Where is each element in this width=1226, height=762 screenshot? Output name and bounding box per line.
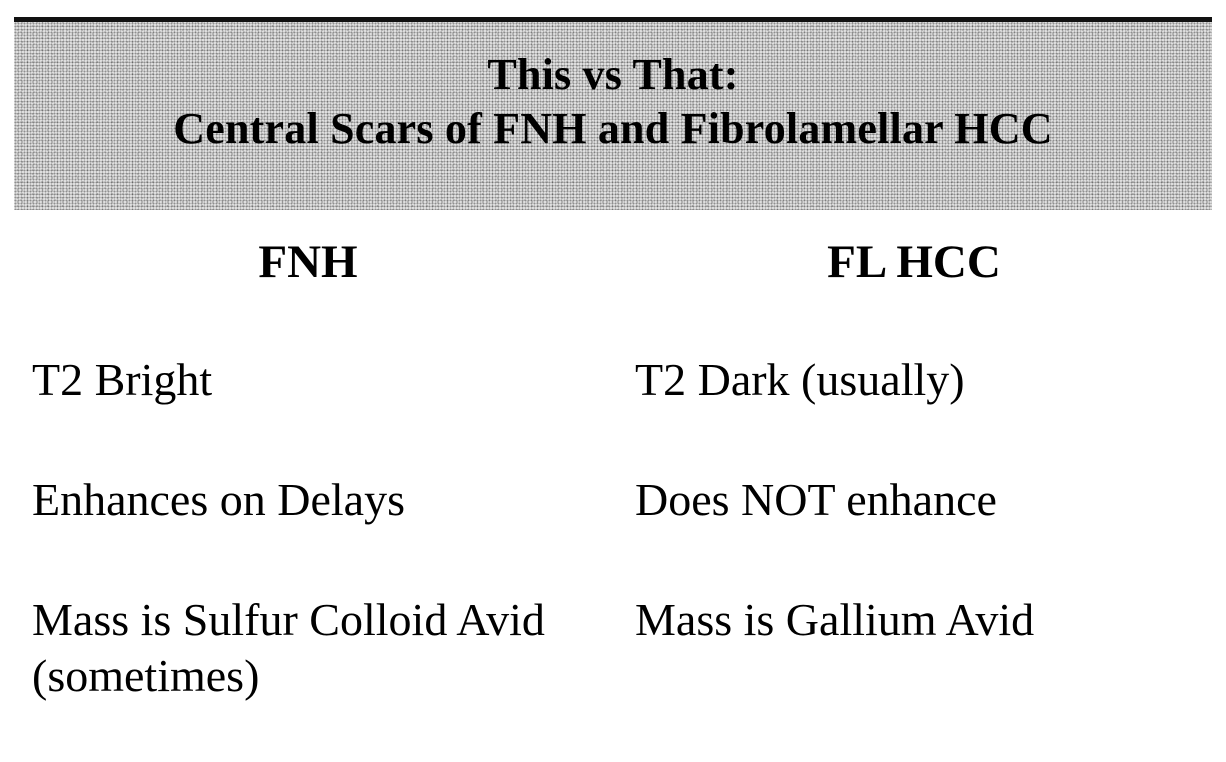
fnh-delayed-enhancement: Enhances on Delays: [32, 474, 405, 525]
fnh-t2-signal: T2 Bright: [32, 354, 213, 405]
fl-hcc-nuclear-uptake: Mass is Gallium Avid: [635, 594, 1035, 645]
page-subtitle: Central Scars of FNH and Fibrolamellar HCC: [173, 104, 1053, 153]
fnh-nuclear-uptake: Mass is Sulfur Colloid Avid (sometimes): [32, 594, 545, 701]
fl-hcc-t2-signal: T2 Dark (usually): [635, 354, 965, 405]
column-heading-fl-hcc: FL HCC: [827, 236, 1001, 288]
column-heading-fnh: FNH: [258, 236, 358, 288]
page-title: This vs That:: [487, 50, 739, 99]
fl-hcc-delayed-enhancement: Does NOT enhance: [635, 474, 997, 525]
